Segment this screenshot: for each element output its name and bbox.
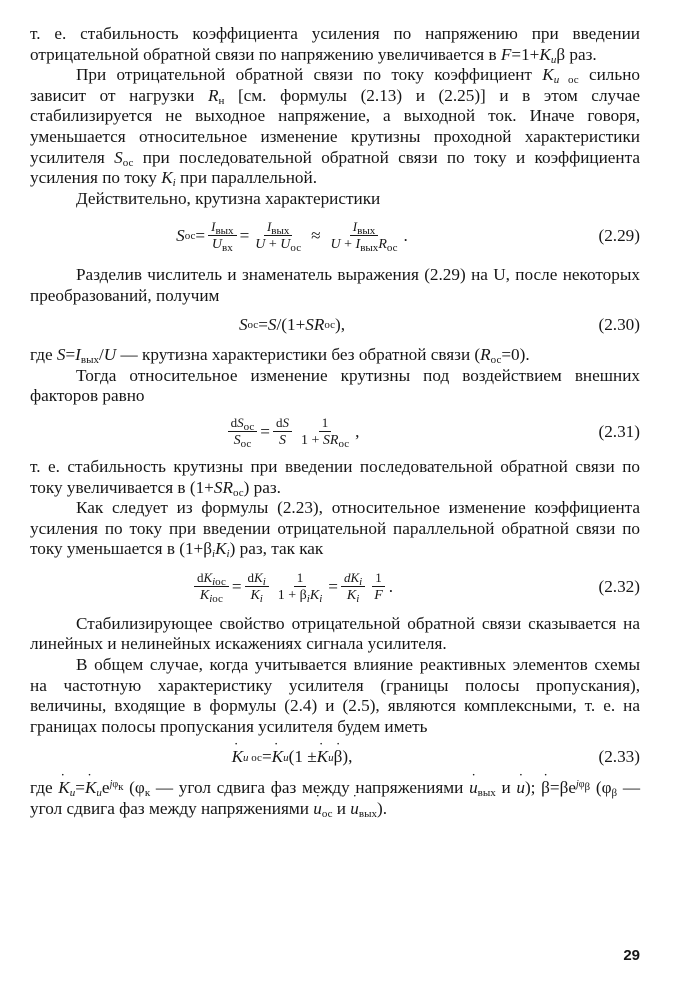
equation-number-2-33: (2.33): [598, 747, 640, 767]
paragraph-6: Тогда относительное изменение крутизны под воздействием внешних факторов равно: [30, 365, 640, 406]
paragraph-4: Разделив числитель и знаменатель выражения (2.29) на U, после некоторых преобразований, получим: [30, 265, 640, 305]
paragraph-2: При отрицательной обратной связи по току коэффициент $K_{u ос}$ сильно зависит от нагрузки $R_н$ [см. формулы (2.13) и (2.25)] и в этом случае стабилизируется не выходное напряжение, а выходной ток. Иначе говоря, уменьшается относительное изменение крутизны проходной характеристики усилителя $S_{ос}$ при последовательной обратной связи по току и коэффициента усиления по току $K_i$ при параллельной.: [30, 65, 641, 190]
equation-2-30: S ос = S /(1+ SR ос ), (2.30): [238, 314, 640, 334]
paragraph-10: В общем случае, когда учитывается влияние реактивных элементов схемы на частотную характеристику усилителя (границы полосы пропускания), величины, входящие в формулы (2.4) и (2.5), являются комплексными, т. е. на границах полосы пропускания усилителя будем иметь: [30, 655, 640, 736]
equation-2-33: ˙ K u ос = ˙ K u (1 ± ˙ K u ˙ β ), (2.33): [30, 747, 640, 768]
paragraph-5: где $S=I_{вых}/U$ — крутизна характеристики без обратной связи $(R_{ос}=0)$.: [30, 345, 530, 367]
equation-number-2-29: (2.29): [598, 226, 640, 246]
page-number: 29: [623, 947, 640, 964]
equation-2-29: S ос = $\frac{I_{вых}}{U_{вх}}$ = $\frac{I_{вых}}{U + U_{ос}}$ ≈ $\frac{I_{вых}}{U + I_{вых}R_{ос}}$ . (2.29): [176, 219, 640, 255]
equation-2-32: $\frac{dK_{iос}}{K_{iос}}$ = $\frac{dK_i}{K_i}$ $\frac{1}{1 + \beta_iK_i}$ = $\frac{dK_i}{K_i}$ $\frac{1}{F}$ . (2.32): [30, 570, 640, 604]
paragraph-3: Действительно, крутизна характеристики: [76, 188, 381, 208]
paragraph-8: Как следует из формулы (2.23), относительное изменение коэффициента усиления по току при введении отрицательной параллельной обратной связи по току уменьшается в $(1+\beta_iK_i)$ раз, так как: [30, 498, 640, 561]
equation-number-2-31: (2.31): [598, 421, 640, 441]
paragraph-11: где ˙ $K_u=˙$ $K_ue^{j\varphi_к}$ ($\varphi_к$ — угол сдвига фаз между напряжениями ˙ $u_{вых}$ и ˙ u); ˙ $\beta=\beta e^{j\varphi_\beta}$ ($\varphi_\beta$ — угол сдвига фаз между напряжениями ˙ $u_{ос}$ и ˙ $u_{вых}$).: [30, 778, 640, 819]
equation-2-31: $\frac{dS_{ос}}{S_{ос}}$ = $\frac{dS}{S}$ $\frac{1}{1 + SR_{ос}}$ , (2.31): [30, 415, 640, 449]
equation-number-2-32: (2.32): [598, 576, 640, 596]
paragraph-7: т. е. стабильность крутизны при введении последовательной обратной связи по току увеличивается в $(1+SR_{ос})$ раз.: [30, 456, 640, 499]
paragraph-9: Стабилизирующее свойство отрицательной обратной связи сказывается на линейных и нелинейных искажениях сигнала усилителя.: [30, 613, 640, 654]
paragraph-1: т. е. стабильность коэффициента усиления по напряжению при введении отрицательной обратной связи по напряжению увеличивается в $F=1+K_u\beta$ раз.: [30, 24, 640, 66]
equation-number-2-30: (2.30): [598, 314, 640, 334]
